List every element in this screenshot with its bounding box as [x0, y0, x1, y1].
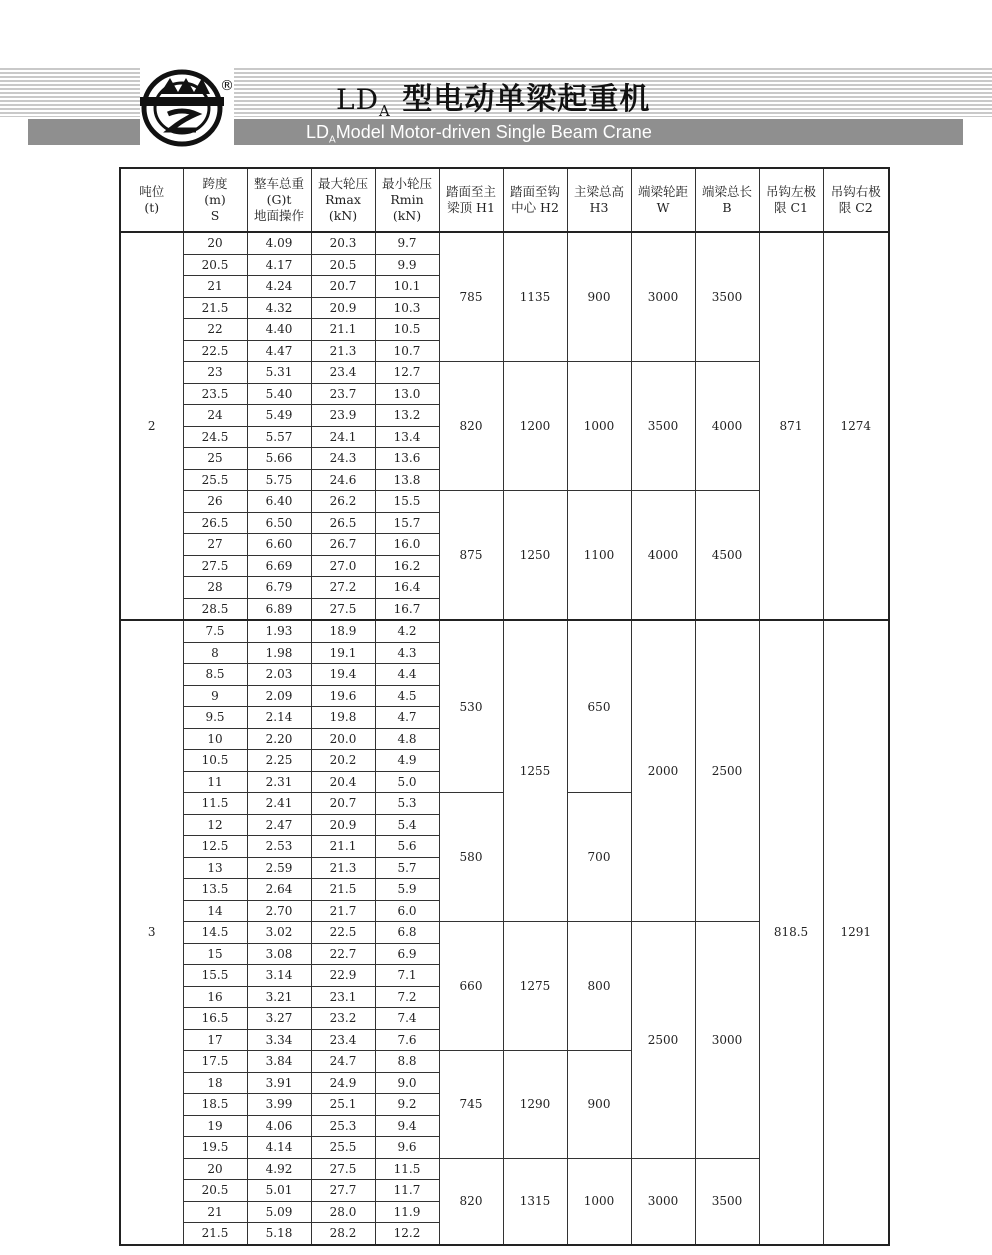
min-wheel-load-cell: 6.9 [375, 943, 439, 965]
total-weight-cell: 5.09 [247, 1201, 311, 1223]
span-cell: 22.5 [183, 340, 247, 362]
span-cell: 12 [183, 814, 247, 836]
total-weight-cell: 2.53 [247, 836, 311, 858]
span-cell: 27.5 [183, 555, 247, 577]
span-cell: 21 [183, 1201, 247, 1223]
max-wheel-load-cell: 23.9 [311, 405, 375, 427]
span-cell: 16 [183, 986, 247, 1008]
total-weight-cell: 2.31 [247, 771, 311, 793]
total-weight-cell: 2.09 [247, 685, 311, 707]
max-wheel-load-cell: 20.7 [311, 793, 375, 815]
spec-table [119, 167, 890, 1246]
max-wheel-load-cell: 23.4 [311, 362, 375, 384]
span-cell: 18 [183, 1072, 247, 1094]
end-beam-length-cell: 4000 [695, 362, 759, 491]
column-header: 吨位 (t) [120, 168, 183, 232]
total-weight-cell: 3.91 [247, 1072, 311, 1094]
max-wheel-load-cell: 27.7 [311, 1180, 375, 1202]
min-wheel-load-cell: 4.2 [375, 620, 439, 642]
total-weight-cell: 4.32 [247, 297, 311, 319]
total-weight-cell: 3.21 [247, 986, 311, 1008]
h1-cell: 745 [439, 1051, 503, 1159]
span-cell: 11.5 [183, 793, 247, 815]
total-weight-cell: 4.17 [247, 254, 311, 276]
span-cell: 18.5 [183, 1094, 247, 1116]
h1-cell: 785 [439, 232, 503, 362]
max-wheel-load-cell: 19.4 [311, 664, 375, 686]
min-wheel-load-cell: 4.7 [375, 707, 439, 729]
h2-cell: 1250 [503, 491, 567, 621]
end-beam-length-cell: 3500 [695, 232, 759, 362]
hook-right-limit-cell: 1291 [823, 620, 889, 1245]
max-wheel-load-cell: 21.7 [311, 900, 375, 922]
min-wheel-load-cell: 5.6 [375, 836, 439, 858]
company-logo-icon [140, 66, 236, 148]
max-wheel-load-cell: 19.8 [311, 707, 375, 729]
max-wheel-load-cell: 21.1 [311, 319, 375, 341]
end-beam-length-cell: 4500 [695, 491, 759, 621]
min-wheel-load-cell: 4.9 [375, 750, 439, 772]
column-header: 踏面至钩 中心 H2 [503, 168, 567, 232]
max-wheel-load-cell: 22.5 [311, 922, 375, 944]
end-beam-length-cell: 2500 [695, 620, 759, 922]
total-weight-cell: 6.60 [247, 534, 311, 556]
max-wheel-load-cell: 25.5 [311, 1137, 375, 1159]
max-wheel-load-cell: 28.2 [311, 1223, 375, 1245]
h2-cell: 1290 [503, 1051, 567, 1159]
max-wheel-load-cell: 22.9 [311, 965, 375, 987]
total-weight-cell: 1.98 [247, 642, 311, 664]
min-wheel-load-cell: 15.5 [375, 491, 439, 513]
span-cell: 22 [183, 319, 247, 341]
min-wheel-load-cell: 4.5 [375, 685, 439, 707]
span-cell: 19 [183, 1115, 247, 1137]
min-wheel-load-cell: 9.2 [375, 1094, 439, 1116]
page-title: $LD_A$ 型电动单梁起重机 [336, 82, 651, 120]
span-cell: 21.5 [183, 297, 247, 319]
h3-cell: 1000 [567, 1158, 631, 1245]
min-wheel-load-cell: 13.2 [375, 405, 439, 427]
min-wheel-load-cell: 11.7 [375, 1180, 439, 1202]
max-wheel-load-cell: 24.6 [311, 469, 375, 491]
span-cell: 15.5 [183, 965, 247, 987]
total-weight-cell: 3.84 [247, 1051, 311, 1073]
column-header: 吊钩左极 限 C1 [759, 168, 823, 232]
min-wheel-load-cell: 16.4 [375, 577, 439, 599]
h3-cell: 1100 [567, 491, 631, 621]
max-wheel-load-cell: 20.4 [311, 771, 375, 793]
min-wheel-load-cell: 10.3 [375, 297, 439, 319]
max-wheel-load-cell: 25.1 [311, 1094, 375, 1116]
total-weight-cell: 3.02 [247, 922, 311, 944]
max-wheel-load-cell: 26.5 [311, 512, 375, 534]
min-wheel-load-cell: 7.2 [375, 986, 439, 1008]
h1-cell: 660 [439, 922, 503, 1051]
span-cell: 7.5 [183, 620, 247, 642]
min-wheel-load-cell: 11.5 [375, 1158, 439, 1180]
min-wheel-load-cell: 11.9 [375, 1201, 439, 1223]
span-cell: 11 [183, 771, 247, 793]
total-weight-cell: 5.75 [247, 469, 311, 491]
table-row [120, 620, 889, 642]
span-cell: 23 [183, 362, 247, 384]
span-cell: 9.5 [183, 707, 247, 729]
min-wheel-load-cell: 13.0 [375, 383, 439, 405]
h1-cell: 820 [439, 362, 503, 491]
total-weight-cell: 6.50 [247, 512, 311, 534]
span-cell: 21 [183, 276, 247, 298]
hook-left-limit-cell: 871 [759, 232, 823, 620]
column-header: 最小轮压 Rmin (kN) [375, 168, 439, 232]
wheelbase-cell: 2500 [631, 922, 695, 1159]
max-wheel-load-cell: 26.7 [311, 534, 375, 556]
total-weight-cell: 3.99 [247, 1094, 311, 1116]
max-wheel-load-cell: 20.9 [311, 297, 375, 319]
total-weight-cell: 4.24 [247, 276, 311, 298]
min-wheel-load-cell: 7.1 [375, 965, 439, 987]
total-weight-cell: 5.66 [247, 448, 311, 470]
h2-cell: 1255 [503, 620, 567, 922]
total-weight-cell: 5.40 [247, 383, 311, 405]
max-wheel-load-cell: 24.7 [311, 1051, 375, 1073]
min-wheel-load-cell: 5.3 [375, 793, 439, 815]
min-wheel-load-cell: 4.3 [375, 642, 439, 664]
h3-cell: 900 [567, 1051, 631, 1159]
span-cell: 10.5 [183, 750, 247, 772]
total-weight-cell: 2.25 [247, 750, 311, 772]
h1-cell: 530 [439, 620, 503, 793]
max-wheel-load-cell: 21.5 [311, 879, 375, 901]
min-wheel-load-cell: 6.8 [375, 922, 439, 944]
min-wheel-load-cell: 10.1 [375, 276, 439, 298]
max-wheel-load-cell: 24.9 [311, 1072, 375, 1094]
span-cell: 9 [183, 685, 247, 707]
total-weight-cell: 4.40 [247, 319, 311, 341]
min-wheel-load-cell: 5.7 [375, 857, 439, 879]
span-cell: 21.5 [183, 1223, 247, 1245]
span-cell: 8 [183, 642, 247, 664]
min-wheel-load-cell: 9.4 [375, 1115, 439, 1137]
min-wheel-load-cell: 9.6 [375, 1137, 439, 1159]
total-weight-cell: 5.18 [247, 1223, 311, 1245]
span-cell: 20.5 [183, 1180, 247, 1202]
total-weight-cell: 4.92 [247, 1158, 311, 1180]
hook-right-limit-cell: 1274 [823, 232, 889, 620]
span-cell: 19.5 [183, 1137, 247, 1159]
h1-cell: 875 [439, 491, 503, 621]
h2-cell: 1135 [503, 232, 567, 362]
h1-cell: 820 [439, 1158, 503, 1245]
h2-cell: 1200 [503, 362, 567, 491]
total-weight-cell: 2.64 [247, 879, 311, 901]
h3-cell: 700 [567, 793, 631, 922]
total-weight-cell: 1.93 [247, 620, 311, 642]
h3-cell: 900 [567, 232, 631, 362]
tonnage-cell: 3 [120, 620, 183, 1245]
max-wheel-load-cell: 23.4 [311, 1029, 375, 1051]
total-weight-cell: 3.34 [247, 1029, 311, 1051]
wheelbase-cell: 4000 [631, 491, 695, 621]
span-cell: 13.5 [183, 879, 247, 901]
max-wheel-load-cell: 20.3 [311, 232, 375, 254]
span-cell: 28 [183, 577, 247, 599]
total-weight-cell: 2.70 [247, 900, 311, 922]
max-wheel-load-cell: 18.9 [311, 620, 375, 642]
wheelbase-cell: 2000 [631, 620, 695, 922]
column-header: 跨度 (m) S [183, 168, 247, 232]
span-cell: 17 [183, 1029, 247, 1051]
column-header: 端梁总长 B [695, 168, 759, 232]
max-wheel-load-cell: 20.5 [311, 254, 375, 276]
total-weight-cell: 5.01 [247, 1180, 311, 1202]
min-wheel-load-cell: 10.5 [375, 319, 439, 341]
min-wheel-load-cell: 7.4 [375, 1008, 439, 1030]
span-cell: 23.5 [183, 383, 247, 405]
min-wheel-load-cell: 4.4 [375, 664, 439, 686]
span-cell: 14 [183, 900, 247, 922]
h1-cell: 580 [439, 793, 503, 922]
max-wheel-load-cell: 24.1 [311, 426, 375, 448]
max-wheel-load-cell: 27.2 [311, 577, 375, 599]
min-wheel-load-cell: 16.7 [375, 598, 439, 620]
total-weight-cell: 5.31 [247, 362, 311, 384]
max-wheel-load-cell: 25.3 [311, 1115, 375, 1137]
max-wheel-load-cell: 26.2 [311, 491, 375, 513]
span-cell: 20.5 [183, 254, 247, 276]
min-wheel-load-cell: 9.7 [375, 232, 439, 254]
h3-cell: 1000 [567, 362, 631, 491]
page-subtitle: $LD_AModel$ Motor-driven Single Beam Crane [306, 122, 652, 146]
min-wheel-load-cell: 12.7 [375, 362, 439, 384]
end-beam-length-cell: 3500 [695, 1158, 759, 1245]
max-wheel-load-cell: 27.0 [311, 555, 375, 577]
total-weight-cell: 6.79 [247, 577, 311, 599]
span-cell: 8.5 [183, 664, 247, 686]
total-weight-cell: 4.09 [247, 232, 311, 254]
max-wheel-load-cell: 23.7 [311, 383, 375, 405]
total-weight-cell: 6.40 [247, 491, 311, 513]
max-wheel-load-cell: 23.2 [311, 1008, 375, 1030]
column-header: 主梁总高 H3 [567, 168, 631, 232]
max-wheel-load-cell: 27.5 [311, 1158, 375, 1180]
span-cell: 14.5 [183, 922, 247, 944]
column-header: 整车总重 (G)t 地面操作 [247, 168, 311, 232]
total-weight-cell: 5.49 [247, 405, 311, 427]
max-wheel-load-cell: 22.7 [311, 943, 375, 965]
max-wheel-load-cell: 19.1 [311, 642, 375, 664]
total-weight-cell: 2.59 [247, 857, 311, 879]
min-wheel-load-cell: 13.8 [375, 469, 439, 491]
min-wheel-load-cell: 5.4 [375, 814, 439, 836]
span-cell: 10 [183, 728, 247, 750]
span-cell: 12.5 [183, 836, 247, 858]
span-cell: 24 [183, 405, 247, 427]
max-wheel-load-cell: 27.5 [311, 598, 375, 620]
span-cell: 26.5 [183, 512, 247, 534]
h2-cell: 1315 [503, 1158, 567, 1245]
min-wheel-load-cell: 7.6 [375, 1029, 439, 1051]
wheelbase-cell: 3500 [631, 362, 695, 491]
h2-cell: 1275 [503, 922, 567, 1051]
min-wheel-load-cell: 16.2 [375, 555, 439, 577]
wheelbase-cell: 3000 [631, 232, 695, 362]
min-wheel-load-cell: 15.7 [375, 512, 439, 534]
table-header-row [120, 168, 889, 232]
min-wheel-load-cell: 5.9 [375, 879, 439, 901]
span-cell: 25 [183, 448, 247, 470]
tonnage-cell: 2 [120, 232, 183, 620]
total-weight-cell: 4.06 [247, 1115, 311, 1137]
max-wheel-load-cell: 28.0 [311, 1201, 375, 1223]
max-wheel-load-cell: 23.1 [311, 986, 375, 1008]
max-wheel-load-cell: 21.1 [311, 836, 375, 858]
wheelbase-cell: 3000 [631, 1158, 695, 1245]
column-header: 吊钩右极 限 C2 [823, 168, 889, 232]
span-cell: 25.5 [183, 469, 247, 491]
total-weight-cell: 2.41 [247, 793, 311, 815]
min-wheel-load-cell: 13.6 [375, 448, 439, 470]
h3-cell: 650 [567, 620, 631, 793]
total-weight-cell: 3.08 [247, 943, 311, 965]
min-wheel-load-cell: 9.9 [375, 254, 439, 276]
min-wheel-load-cell: 8.8 [375, 1051, 439, 1073]
min-wheel-load-cell: 10.7 [375, 340, 439, 362]
table-row [120, 232, 889, 254]
column-header: 最大轮压 Rmax (kN) [311, 168, 375, 232]
max-wheel-load-cell: 20.7 [311, 276, 375, 298]
total-weight-cell: 3.14 [247, 965, 311, 987]
min-wheel-load-cell: 9.0 [375, 1072, 439, 1094]
column-header: 踏面至主 梁顶 H1 [439, 168, 503, 232]
min-wheel-load-cell: 13.4 [375, 426, 439, 448]
total-weight-cell: 6.89 [247, 598, 311, 620]
span-cell: 20 [183, 1158, 247, 1180]
total-weight-cell: 4.14 [247, 1137, 311, 1159]
max-wheel-load-cell: 19.6 [311, 685, 375, 707]
end-beam-length-cell: 3000 [695, 922, 759, 1159]
total-weight-cell: 2.03 [247, 664, 311, 686]
total-weight-cell: 3.27 [247, 1008, 311, 1030]
span-cell: 26 [183, 491, 247, 513]
span-cell: 28.5 [183, 598, 247, 620]
span-cell: 16.5 [183, 1008, 247, 1030]
hook-left-limit-cell: 818.5 [759, 620, 823, 1245]
total-weight-cell: 5.57 [247, 426, 311, 448]
min-wheel-load-cell: 16.0 [375, 534, 439, 556]
registered-mark: ® [220, 78, 234, 94]
max-wheel-load-cell: 20.2 [311, 750, 375, 772]
max-wheel-load-cell: 21.3 [311, 857, 375, 879]
total-weight-cell: 2.20 [247, 728, 311, 750]
column-header: 端梁轮距 W [631, 168, 695, 232]
min-wheel-load-cell: 4.8 [375, 728, 439, 750]
total-weight-cell: 2.47 [247, 814, 311, 836]
max-wheel-load-cell: 20.0 [311, 728, 375, 750]
span-cell: 20 [183, 232, 247, 254]
max-wheel-load-cell: 21.3 [311, 340, 375, 362]
span-cell: 13 [183, 857, 247, 879]
min-wheel-load-cell: 6.0 [375, 900, 439, 922]
total-weight-cell: 6.69 [247, 555, 311, 577]
max-wheel-load-cell: 24.3 [311, 448, 375, 470]
min-wheel-load-cell: 12.2 [375, 1223, 439, 1245]
span-cell: 27 [183, 534, 247, 556]
span-cell: 15 [183, 943, 247, 965]
h3-cell: 800 [567, 922, 631, 1051]
span-cell: 17.5 [183, 1051, 247, 1073]
total-weight-cell: 2.14 [247, 707, 311, 729]
max-wheel-load-cell: 20.9 [311, 814, 375, 836]
span-cell: 24.5 [183, 426, 247, 448]
total-weight-cell: 4.47 [247, 340, 311, 362]
min-wheel-load-cell: 5.0 [375, 771, 439, 793]
